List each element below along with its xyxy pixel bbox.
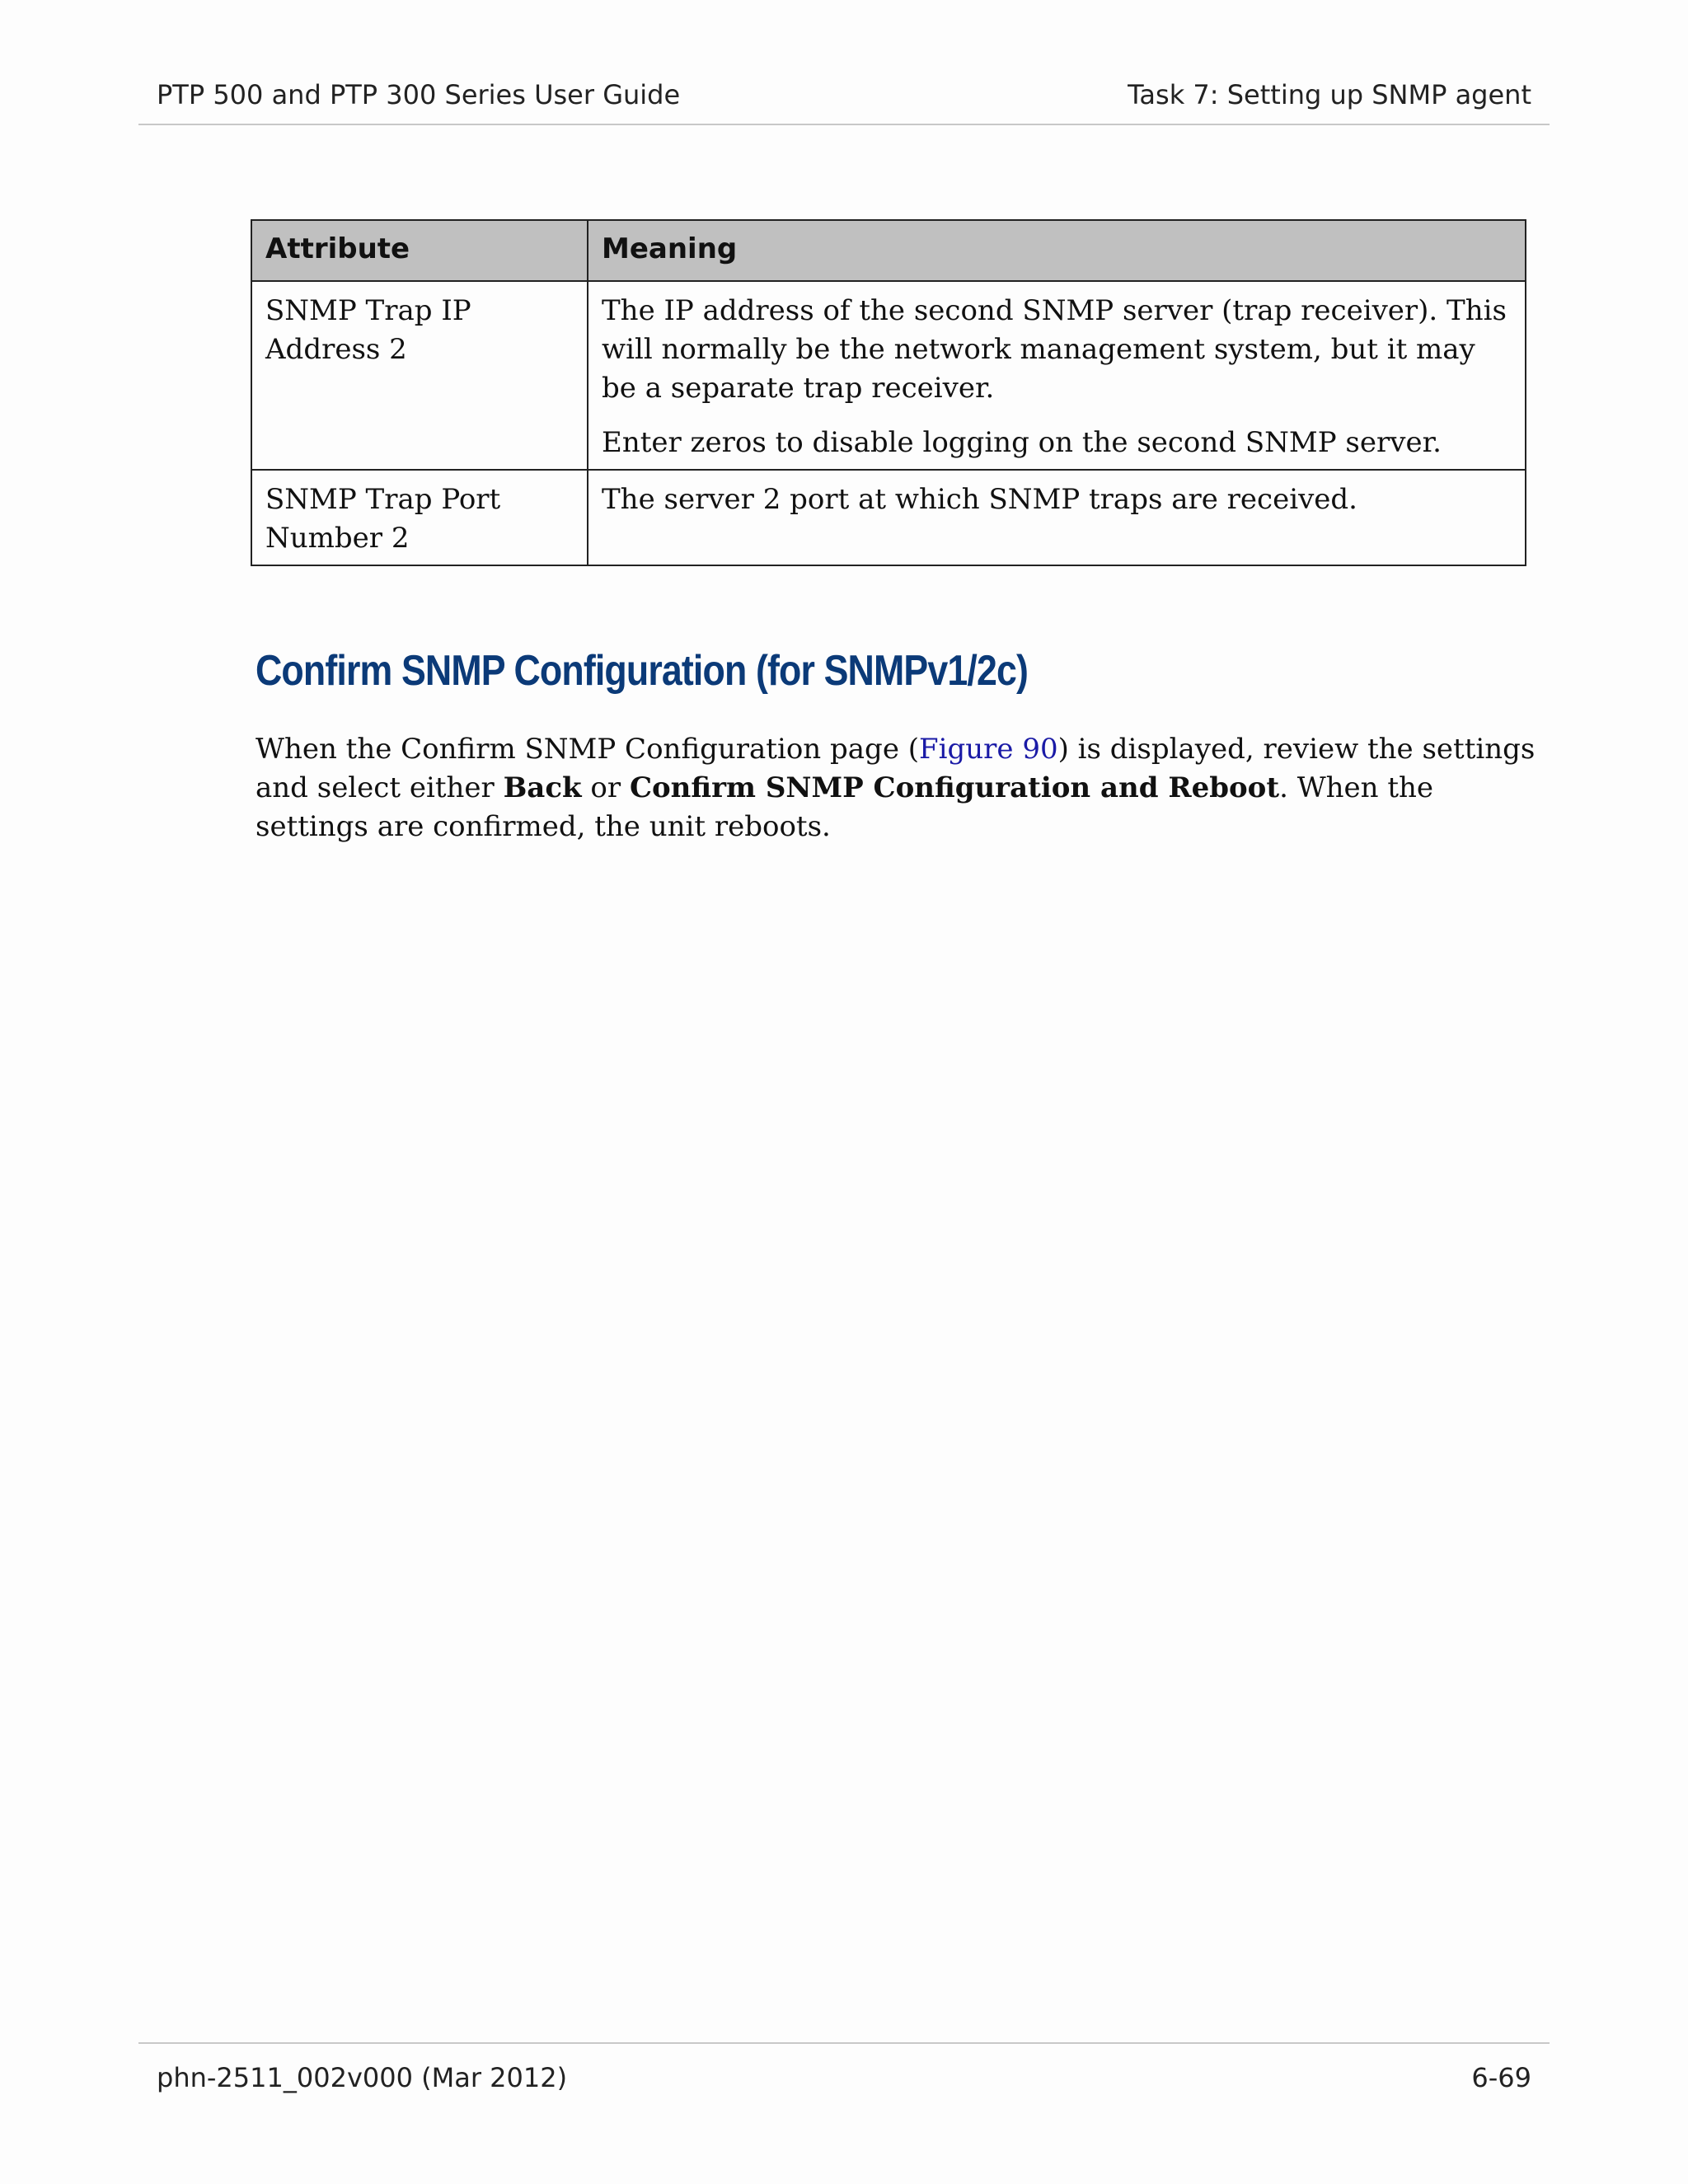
page-header bbox=[138, 74, 1550, 125]
table-row bbox=[251, 470, 1526, 565]
body-text-segment: . When the settings are confirmed, the unit reboots. bbox=[256, 771, 1434, 843]
body-text-segment: ) is displayed, review the settings and select either bbox=[256, 733, 1536, 804]
column-header-attribute: Attribute bbox=[251, 220, 588, 281]
confirm-reboot-label: Confirm SNMP Configuration and Reboot bbox=[629, 771, 1280, 804]
body-text-segment: When the Confirm SNMP Configuration page ( bbox=[256, 733, 920, 766]
figure-90-link[interactable]: Figure 90 bbox=[919, 733, 1058, 766]
body-text-segment: or bbox=[581, 771, 630, 804]
section-heading: Confirm SNMP Configuration (for SNMPv1/2c) bbox=[256, 647, 1029, 695]
footer-doc-id: phn-2511_002v000 (Mar 2012) bbox=[157, 2062, 568, 2093]
header-section-title: Task 7: Setting up SNMP agent bbox=[1128, 79, 1531, 110]
column-header-meaning: Meaning bbox=[588, 220, 1526, 281]
page-number: 6-69 bbox=[1471, 2062, 1531, 2093]
attribute-table bbox=[251, 219, 1526, 566]
attribute-cell: SNMP Trap IP Address 2 bbox=[251, 281, 588, 470]
meaning-cell bbox=[588, 470, 1526, 565]
back-label: Back bbox=[503, 771, 582, 804]
meaning-paragraph: The IP address of the second SNMP server (trap receiver). This will normally be the network management system, but it may be a separate trap receiver. bbox=[602, 294, 1507, 405]
page-footer bbox=[138, 2042, 1550, 2093]
attribute-cell: SNMP Trap Port Number 2 bbox=[251, 470, 588, 565]
meaning-cell bbox=[588, 281, 1526, 470]
meaning-paragraph: The server 2 port at which SNMP traps are received. bbox=[602, 483, 1357, 516]
table-header-row bbox=[251, 220, 1526, 281]
header-guide-title: PTP 500 and PTP 300 Series User Guide bbox=[157, 79, 681, 110]
meaning-paragraph: Enter zeros to disable logging on the second SNMP server. bbox=[602, 426, 1442, 459]
table-row bbox=[251, 281, 1526, 470]
section-body-paragraph bbox=[256, 730, 1541, 846]
